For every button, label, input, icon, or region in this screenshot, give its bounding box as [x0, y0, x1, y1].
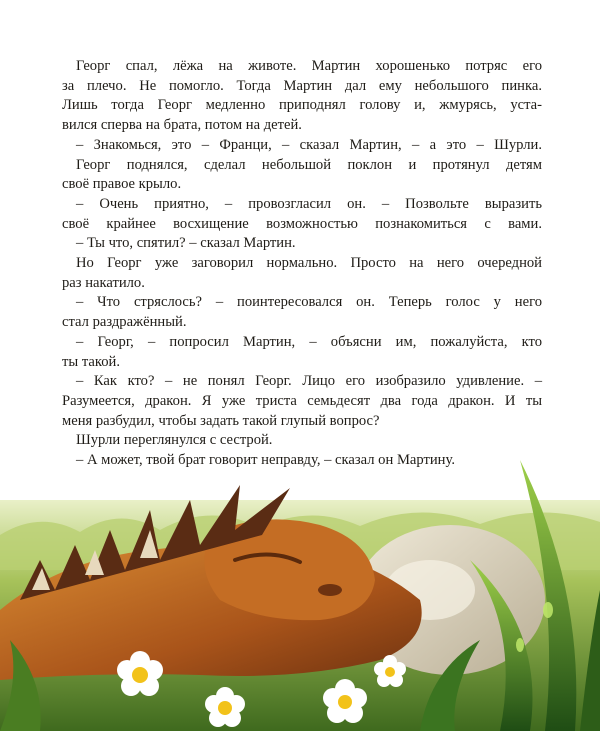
text-line: меня разбудил, чтобы задать такой глупый вопрос? [62, 412, 380, 429]
text-line: ты такой. [62, 353, 120, 370]
dew-drop [543, 602, 553, 618]
text-line: Георг поднялся, сделал небольшой поклон и протянул детям [76, 156, 542, 173]
text-line: Лишь тогда Георг медленно приподнял голову и, жмурясь, уста- [62, 97, 542, 114]
text-line: – Ты что, спятил? – сказал Мартин. [76, 235, 296, 252]
text-line: своё правое крыло. [62, 176, 182, 193]
dew-drop [516, 638, 524, 652]
text-line: стал раздражённый. [62, 314, 187, 331]
text-line: Георг спал, лёжа на животе. Мартин хорошенько потряс его [76, 58, 542, 74]
text-line: вился сперва на брата, потом на детей. [62, 117, 302, 134]
text-line: – А может, твой брат говорит неправду, – сказал он Мартину. [76, 452, 455, 469]
text-line: Шурли переглянулся с сестрой. [76, 432, 273, 449]
text-line: раз накатило. [62, 274, 145, 291]
text-line: – Как кто? – не понял Георг. Лицо его изобразило удивление. – [76, 373, 542, 390]
text-line: своё крайнее восхищение возможностью познакомиться с вами. [62, 215, 542, 232]
text-line: за плечо. Не помогло. Тогда Мартин дал ему небольшого пинка. [62, 77, 542, 94]
text-line: – Знакомься, это – Франци, – сказал Мартин, – а это – Шурли. [76, 136, 542, 153]
text-line: Но Георг уже заговорил нормально. Просто на него очередной [76, 255, 542, 272]
sleeping-dragon-illustration [0, 440, 600, 731]
story-text [62, 57, 542, 471]
text-line: – Что стряслось? – поинтересовался он. Теперь голос у него [76, 294, 542, 311]
text-line: – Георг, – попросил Мартин, – объясни им, пожалуйста, кто [76, 333, 542, 350]
text-line: – Очень приятно, – провозгласил он. – Позвольте выразить [76, 195, 542, 212]
text-line: Разумеется, дракон. Я уже триста семьдесят два года дракон. И ты [62, 392, 542, 409]
